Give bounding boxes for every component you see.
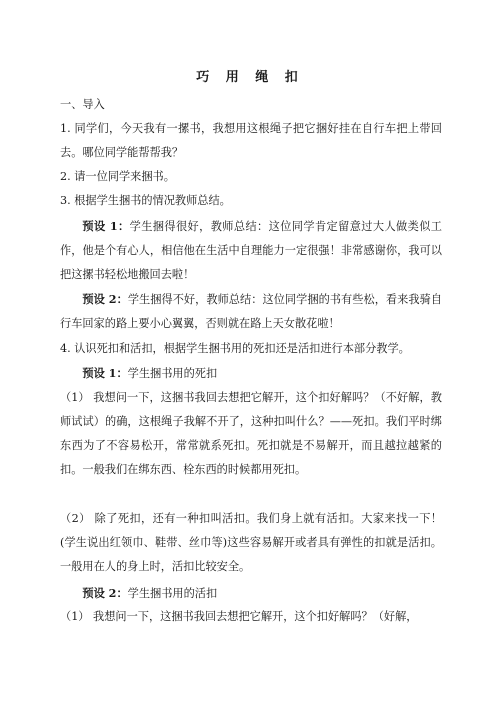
- preset-paragraph: [60, 581, 442, 606]
- preset-text: 学生捆书用的死扣: [127, 367, 218, 380]
- preset-text: 学生捆得很好，教师总结：这位同学肯定留意过大人做类似工作，他是个有心人，相信他在生活中自理能力一定很强！非常感谢你，我可以把这摞书轻松地搬回去啦！: [60, 220, 442, 281]
- list-item: 1. 同学们，今天我有一摞书，我想用这根绳子把它捆好挂在自行车把上带回去。哪位同学能帮帮我？: [60, 122, 442, 159]
- preset-paragraph: [60, 361, 442, 386]
- preset-label: 预设 1：: [82, 366, 128, 380]
- section-heading: 一、导入: [60, 98, 105, 111]
- page-title: 巧 用 绳 扣: [196, 70, 304, 85]
- preset-text: 学生捆得不好，教师总结：这位同学捆的书有些松，看来我骑自行车回家的路上要小心翼翼，否则就在路上天女散花啦！: [60, 293, 442, 330]
- preset-label: 预设 2：: [82, 292, 128, 306]
- list-item: 4. 认识死扣和活扣，根据学生捆书用的死扣还是活扣进行本部分教学。: [60, 342, 410, 355]
- body-paragraph: （2） 除了死扣，还有一种扣叫活扣。我们身上就有活扣。大家来找一下！(学生说出红领巾、鞋带、丝巾等)这些容易解开或者具有弹性的扣就是活扣。一般用在人的身上时，活扣比较安全。: [60, 512, 442, 573]
- preset-label: 预设 1：: [82, 219, 130, 233]
- preset-paragraph: [60, 287, 442, 336]
- preset-paragraph: [60, 214, 442, 287]
- body-paragraph: （1） 我想问一下，这捆书我回去想把它解开，这个扣好解吗？（不好解，教师试试）的确，这根绳子我解不开了，这种扣叫什么？——死扣。我们平时绑东西为了不容易松开，常常就系死扣。死扣就是不易解开，而且越拉越紧的扣。一般我们在绑东西、栓东西的时候都用死扣。: [60, 391, 442, 476]
- list-item: 3. 根据学生捆书的情况教师总结。: [60, 194, 231, 207]
- preset-label: 预设 2：: [82, 586, 128, 600]
- preset-text: 学生捆书用的活扣: [127, 587, 218, 600]
- list-item: 2. 请一位同学来捆书。: [60, 170, 175, 183]
- body-paragraph: （1） 我想问一下，这捆书我回去想把它解开，这个扣好解吗？（好解，: [60, 610, 418, 623]
